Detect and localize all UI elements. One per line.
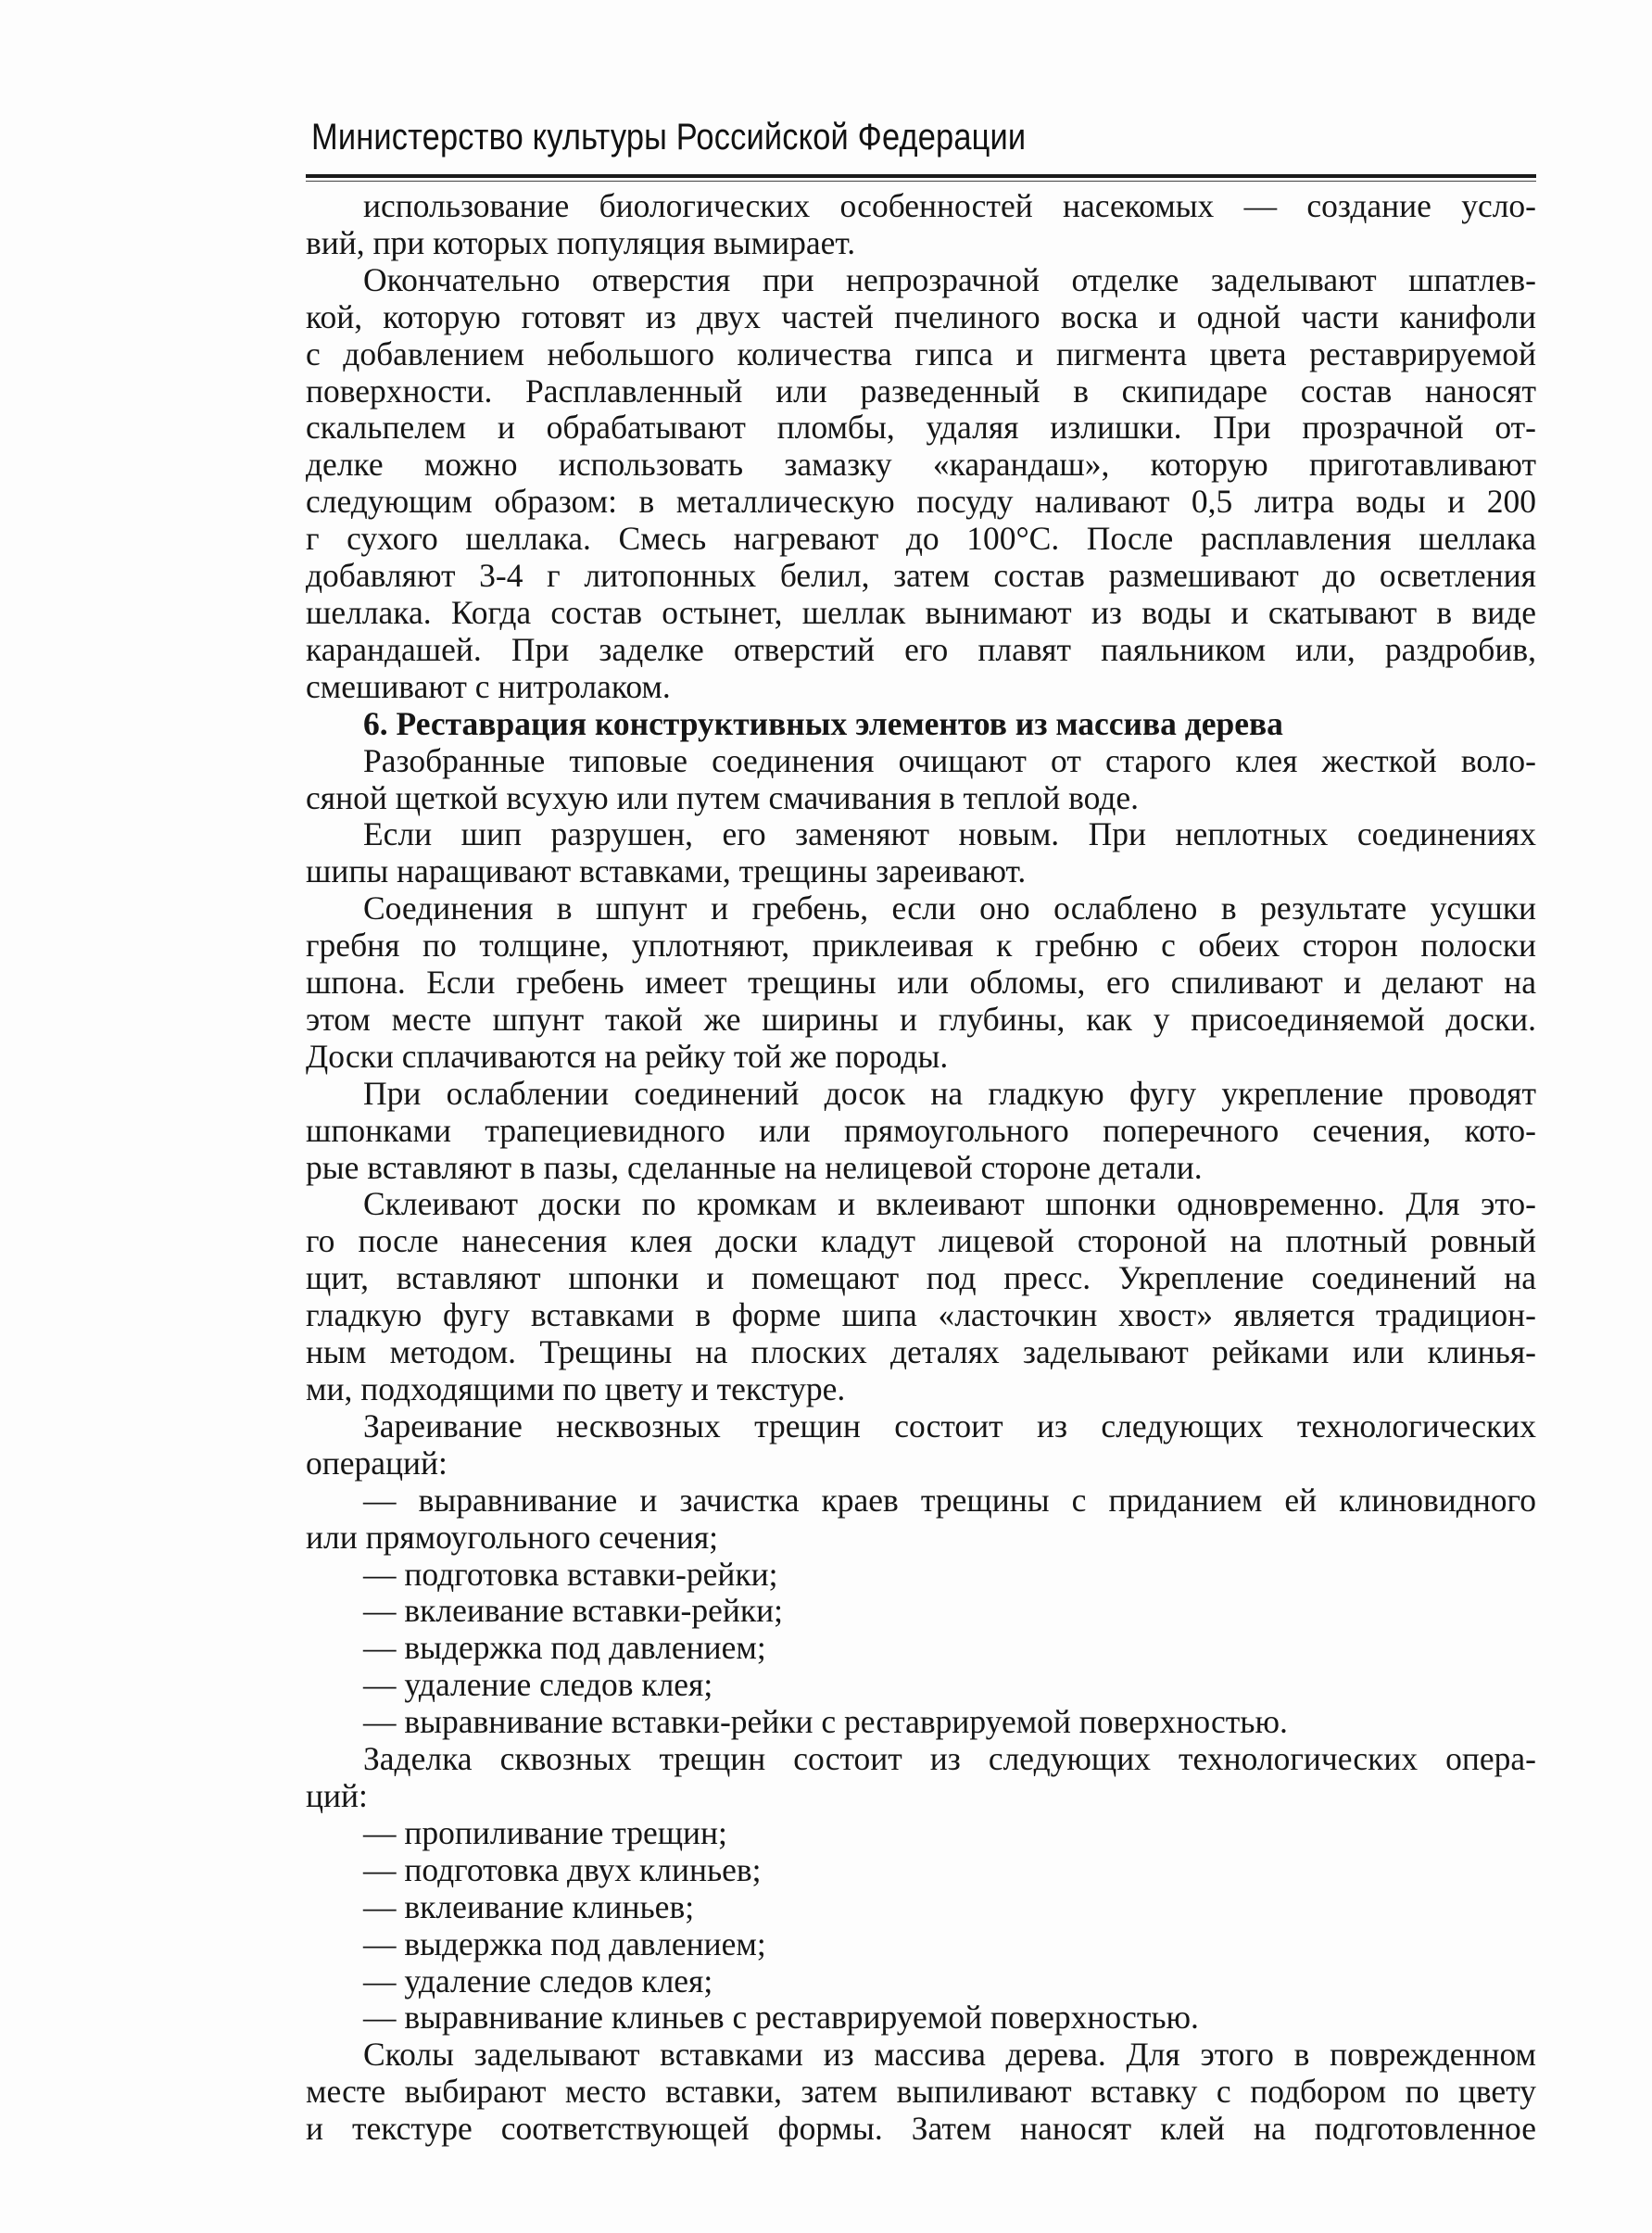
text-line: шпона. Если гребень имеет трещины или обломы, его спиливают и делают на	[306, 964, 1536, 1002]
text-line: сяной щеткой всухую или путем смачивания в теплой воде.	[306, 778, 1140, 816]
section-heading: 6. Реставрация конструктивных элементов из массива дерева	[363, 704, 1283, 742]
text-line: — вклеивание клиньев;	[363, 1887, 695, 1925]
text-line: ций:	[306, 1776, 368, 1814]
text-line: — выравнивание клиньев с реставрируемой поверхностью.	[363, 1999, 1199, 2037]
text-line: смешивают с нитролаком.	[306, 667, 671, 705]
text-line: Склеивают доски по кромкам и вклеивают шпонки одновременно. Для это-	[363, 1185, 1536, 1223]
text-line: Зареивание несквозных трещин состоит из следующих технологических	[363, 1407, 1536, 1445]
text-line: кой, которую готовят из двух частей пчелиного воска и одной части канифоли	[306, 297, 1536, 335]
text-line: — подготовка двух клиньев;	[363, 1850, 762, 1888]
text-line: ным методом. Трещины на плоских деталях заделывают рейками или клинья-	[306, 1333, 1536, 1371]
text-line: с добавлением небольшого количества гипса и пигмента цвета реставрируемой	[306, 334, 1536, 372]
text-line: поверхности. Расплавленный или разведенный в скипидаре состав наносят	[306, 372, 1536, 410]
text-line: операций:	[306, 1444, 448, 1482]
text-line: г сухого шеллака. Смесь нагревают до 100°С. После расплавления шеллака	[306, 520, 1536, 558]
text-line: этом месте шпунт такой же ширины и глубины, как у присоединяемой доски.	[306, 1000, 1536, 1038]
text-line: шипы наращивают вставками, трещины зареивают.	[306, 852, 1027, 890]
text-line: Доски сплачиваются на рейку той же породы.	[306, 1037, 949, 1075]
text-line: — выдержка под давлением;	[363, 1629, 766, 1667]
text-line: гребня по толщине, уплотняют, приклеивая к гребню с обеих сторон полоски	[306, 927, 1536, 965]
text-line: Сколы заделывают вставками из массива дерева. Для этого в поврежденном	[363, 2036, 1536, 2074]
text-line: гладкую фугу вставками в форме шипа «ласточкин хвост» является традицион-	[306, 1296, 1536, 1334]
text-line: Разобранные типовые соединения очищают от старого клея жесткой воло-	[363, 741, 1536, 779]
text-line: — выдержка под давлением;	[363, 1924, 766, 1962]
text-line: При ослаблении соединений досок на гладкую фугу укрепление проводят	[363, 1074, 1536, 1112]
text-line: — удаление следов клея;	[363, 1962, 713, 2000]
text-line: делке можно использовать замазку «карандаш», которую приготавливают	[306, 446, 1536, 484]
text-line: — вклеивание вставки-рейки;	[363, 1592, 783, 1630]
text-line: Если шип разрушен, его заменяют новым. При неплотных соединениях	[363, 815, 1536, 853]
text-line: добавляют 3-4 г литопонных белил, затем состав размешивают до осветления	[306, 557, 1536, 595]
text-line: Соединения в шпунт и гребень, если оно ослаблено в результате усушки	[363, 889, 1536, 927]
text-line: рые вставляют в пазы, сделанные на нелицевой стороне детали.	[306, 1148, 1203, 1186]
text-line: Окончательно отверстия при непрозрачной отделке заделывают шпатлев-	[363, 260, 1536, 298]
text-line: — пропиливание трещин;	[363, 1813, 727, 1851]
text-line: использование биологических особенностей насекомых — создание усло-	[363, 187, 1536, 224]
text-line: — удаление следов клея;	[363, 1666, 713, 1704]
text-line: шеллака. Когда состав остынет, шеллак вынимают из воды и скатывают в виде	[306, 593, 1536, 631]
running-head: Министерство культуры Российской Федерации	[311, 117, 1027, 158]
text-line: месте выбирают место вставки, затем выпиливают вставку с подбором по цвету	[306, 2073, 1536, 2111]
text-line: и текстуре соответствующей формы. Затем наносят клей на подготовленное	[306, 2110, 1536, 2148]
text-line: следующим образом: в металлическую посуду наливают 0,5 литра воды и 200	[306, 483, 1536, 521]
header-rule-thick	[306, 174, 1536, 178]
text-line: Заделка сквозных трещин состоит из следующих технологических опера-	[363, 1740, 1536, 1778]
text-line: шпонками трапециевидного или прямоугольного поперечного сечения, кото-	[306, 1111, 1536, 1149]
text-line: — подготовка вставки-рейки;	[363, 1555, 778, 1593]
text-line: или прямоугольного сечения;	[306, 1518, 719, 1556]
text-line: щит, вставляют шпонки и помещают под пресс. Укрепление соединений на	[306, 1259, 1536, 1297]
text-line: скальпелем и обрабатывают пломбы, удаляя излишки. При прозрачной от-	[306, 409, 1536, 447]
header-rule-thin	[306, 181, 1536, 182]
text-line: — выравнивание вставки-рейки с реставрируемой поверхностью.	[363, 1703, 1288, 1741]
text-line: — выравнивание и зачистка краев трещины с приданием ей клиновидного	[363, 1481, 1536, 1519]
text-line: ми, подходящими по цвету и текстуре.	[306, 1370, 846, 1407]
text-line: вий, при которых популяция вымирает.	[306, 223, 856, 261]
text-line: карандашей. При заделке отверстий его плавят паяльником или, раздробив,	[306, 630, 1536, 668]
body-text	[306, 188, 1536, 2148]
text-line: го после нанесения клея доски кладут лицевой стороной на плотный ровный	[306, 1222, 1536, 1260]
